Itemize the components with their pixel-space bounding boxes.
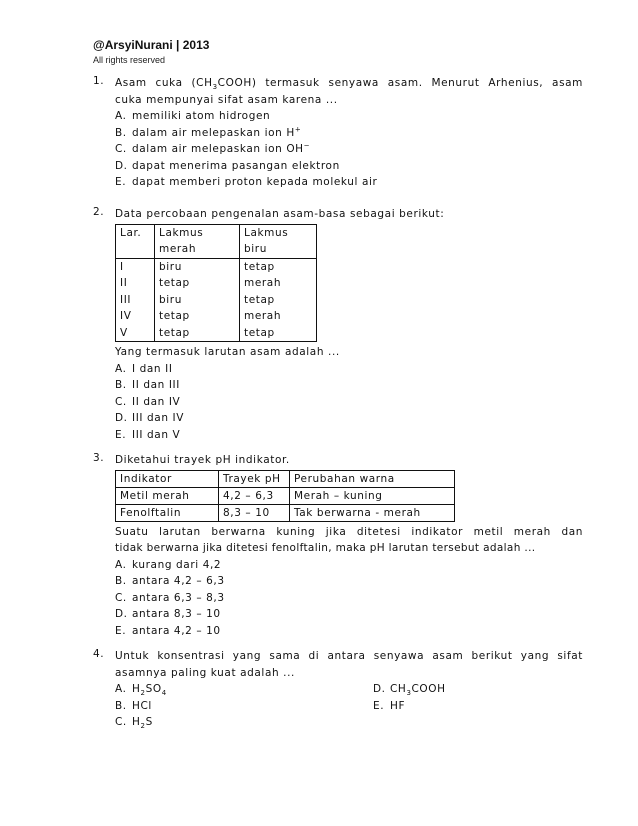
option-a[interactable]: A. $H_2SO_4$ — [115, 683, 167, 698]
question-stem: Diketahui trayek pH indikator. — [115, 454, 290, 466]
litmus-table — [115, 224, 317, 343]
option-e[interactable]: E. III dan V — [115, 428, 181, 441]
question-number: 3. — [93, 452, 105, 464]
options-row-2 — [115, 698, 583, 715]
table-row: III biru tetap — [116, 292, 317, 309]
options-row-1 — [115, 681, 583, 698]
question-number: 4. — [93, 648, 105, 660]
question-number: 2. — [93, 206, 105, 218]
table-row: Fenolftalin 8,3 – 10 Tak berwarna - merah — [116, 504, 455, 521]
option-b[interactable]: B. HCl — [115, 699, 152, 712]
table-row: I biru tetap — [116, 258, 317, 275]
option-c[interactable]: C. dalam air melepaskan ion OH− — [115, 141, 311, 155]
question-1 — [93, 75, 583, 191]
table-header: Lar. — [116, 224, 155, 258]
option-c[interactable]: C. antara 6,3 – 8,3 — [115, 591, 225, 604]
question-stem: Data percobaan pengenalan asam-basa sebagai berikut: — [115, 208, 445, 220]
question-stem: Asam cuka $(CH_3COOH)$ termasuk senyawa asam. Menurut Arhenius, asam — [115, 77, 584, 92]
header-title: @ArsyiNurani | 2013 — [93, 38, 210, 52]
option-b[interactable]: B. II dan III — [115, 379, 180, 391]
question-2 — [93, 206, 583, 443]
table-header: Lakmus biru — [240, 224, 317, 258]
table-row: V tetap tetap — [116, 325, 317, 342]
indicator-table — [115, 470, 455, 522]
question-number: 1. — [93, 75, 105, 87]
header-subtitle: All rights reserved — [93, 55, 166, 65]
option-b[interactable]: B. antara 4,2 – 6,3 — [115, 575, 225, 587]
option-d[interactable]: D. antara 8,3 – 10 — [115, 608, 221, 620]
question-3 — [93, 452, 583, 639]
option-a[interactable]: A. I dan II — [115, 362, 173, 375]
table-header-row: Indikator Trayek pH Perubahan warna — [116, 470, 455, 487]
question-stem-cont: cuka mempunyai sifat asam karena ... — [115, 93, 338, 106]
question-stem-cont: asamnya paling kuat adalah ... — [115, 666, 295, 679]
question-stem: Untuk konsentrasi yang sama di antara senyawa asam berikut yang sifat — [115, 650, 583, 662]
table-row: Metil merah 4,2 – 6,3 Merah – kuning — [116, 487, 455, 504]
option-b[interactable]: B. dalam air melepaskan ion H+ — [115, 125, 302, 139]
table-header: Lakmus merah — [155, 224, 240, 258]
table-row: IV tetap merah — [116, 308, 317, 325]
option-c[interactable]: C. II dan IV — [115, 395, 181, 408]
question-prompt-cont: tidak berwarna jika ditetesi fenolftalin, maka pH larutan tersebut adalah ... — [115, 542, 536, 554]
option-c[interactable]: C. $H_2S$ — [115, 716, 153, 731]
option-d[interactable]: D. $CH_3COOH$ — [373, 683, 446, 698]
option-e[interactable]: E. HF — [373, 699, 406, 712]
option-d[interactable]: D. dapat menerima pasangan elektron — [115, 159, 340, 172]
option-a[interactable]: A. kurang dari 4,2 — [115, 558, 222, 571]
option-d[interactable]: D. III dan IV — [115, 412, 184, 424]
question-prompt: Yang termasuk larutan asam adalah ... — [115, 346, 340, 358]
option-e[interactable]: E. antara 4,2 – 10 — [115, 624, 221, 637]
option-a[interactable]: A. memiliki atom hidrogen — [115, 110, 271, 122]
option-e[interactable]: E. dapat memberi proton kepada molekul air — [115, 176, 378, 188]
table-row: II tetap merah — [116, 275, 317, 292]
question-prompt: Suatu larutan berwarna kuning jika ditetesi indikator metil merah dan — [115, 525, 583, 538]
question-4 — [93, 648, 583, 731]
page-header — [93, 38, 209, 66]
